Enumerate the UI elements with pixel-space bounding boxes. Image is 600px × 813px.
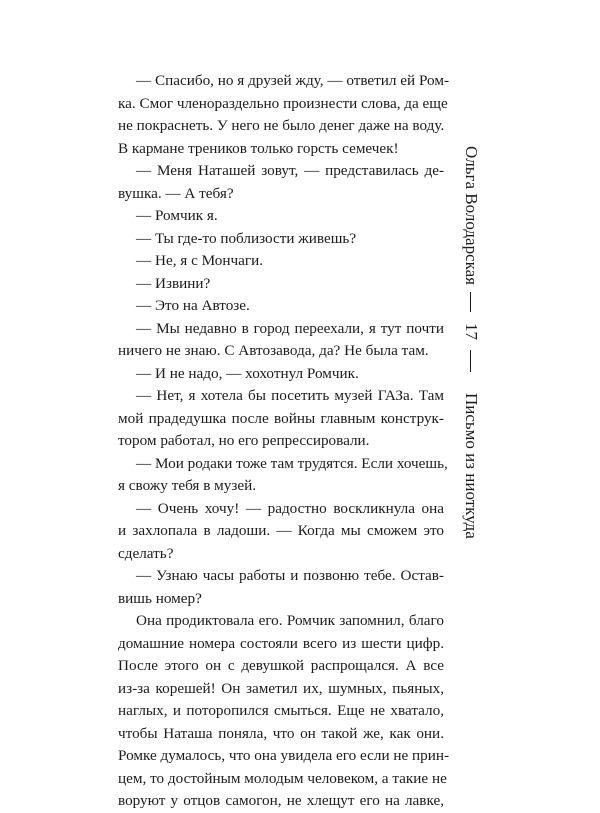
text-line: — И не надо, — хохотнул Ромчик.: [136, 364, 359, 382]
page-number: 17: [462, 322, 481, 340]
text-line: из-за корешей! Он заметил их, шумных, пьяных,: [118, 679, 444, 697]
text-line: не покраснеть. У него не было денег даже на воду.: [118, 117, 445, 134]
text-line: — Мои родаки тоже там трудятся. Если хочешь,: [136, 454, 448, 472]
text-line: — Это на Автозе.: [136, 297, 250, 314]
text-line: Ромке думалось, что она увидела его если не прин-: [118, 747, 450, 764]
text-line: — Узнаю часы работы и позвоню тебе. Остав-: [136, 567, 444, 584]
running-head-title: Письмо из ниоткуда: [462, 393, 481, 539]
text-line: — Ты где-то поблизости живешь?: [136, 229, 357, 247]
text-line: После этого он с девушкой распрощался. А все: [118, 657, 444, 674]
text-line: ничего не знаю. С Автозавода, да? Не была там.: [118, 342, 429, 359]
text-line: наглых, и поторопился смыться. Еще не хватало,: [118, 702, 444, 719]
running-head-divider: [470, 292, 471, 312]
running-head: [450, 140, 490, 560]
text-line: вишь номер?: [118, 589, 202, 607]
text-line: — Спасибо, но я друзей жду, — ответил ей Ром-: [136, 72, 450, 89]
text-line: мой прадедушка после войны главным конструк-: [118, 409, 444, 427]
text-line: чтобы Наташа поняла, что он такой же, как они.: [118, 724, 444, 742]
text-line: — Не, я с Мончаги.: [136, 252, 263, 269]
body-text: [118, 70, 450, 813]
text-line: я свожу тебя в музей.: [118, 477, 257, 494]
text-line: — Мы недавно в город переехали, я тут почти: [136, 319, 444, 337]
text-line: сделать?: [118, 544, 174, 562]
text-line: — Очень хочу! — радостно воскликнула она: [136, 499, 444, 517]
text-line: — Нет, я хотела бы посетить музей ГАЗа. Там: [136, 387, 444, 404]
text-line: В кармане треников только горсть семечек!: [118, 139, 399, 157]
text-line: — Меня Наташей зовут, — представилась де-: [136, 162, 444, 179]
text-line: домашние номера состояли всего из шести цифр.: [118, 634, 444, 652]
text-line: воруют у отцов самогон, не хлещут его на лавке,: [118, 792, 444, 809]
text-line: и захлопала в ладоши. — Когда мы сможем это: [118, 522, 444, 539]
text-line: ка. Смог членораздельно произнести слова, да еще: [118, 94, 448, 112]
text-line: вушка. — А тебя?: [118, 184, 234, 202]
text-line: цем, то достойным молодым человеком, а такие не: [118, 769, 447, 787]
text-line: — Извини?: [136, 274, 211, 292]
text-line: тором работал, но его репрессировали.: [118, 432, 370, 449]
text-line: — Ромчик я.: [136, 207, 218, 224]
running-head-divider: [470, 350, 471, 372]
running-head-author: Ольга Володарская: [462, 145, 481, 285]
text-line: Она продиктовала его. Ромчик запомнил, благо: [136, 612, 444, 629]
